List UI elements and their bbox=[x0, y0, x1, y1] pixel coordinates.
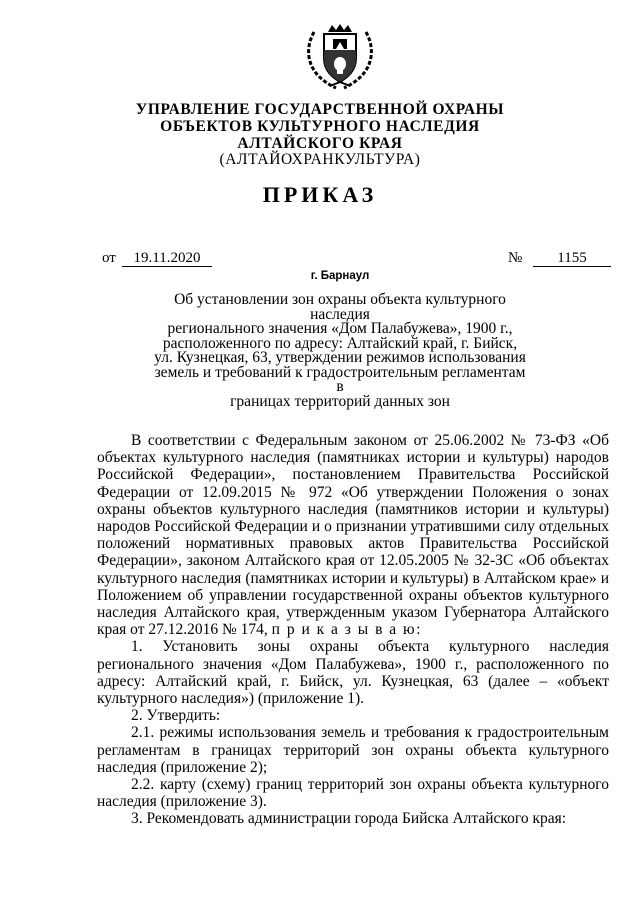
preamble-text: В соответствии с Федеральным законом от 25.06.2002 № 73-ФЗ «Об объектах культурного наследия (памятниках истории и культуры) народов Российской Федерации», постановлением Правительства Российской Федерации от 12.09.2015 № 972 «Об утверждении Положения о зонах охраны объектов культурного наследия (памятников истории и культуры) народов Российской Федерации и о признании утратившими силу отдельных положений нормативных правовых актов Правительства Российской Федерации», законом Алтайского края от 12.05.2005 № 32-ЗС «Об объектах культурного наследия (памятниках истории и культуры) в Алтайском крае» и Положением об управлении государственной охраны объектов культурного наследия Алтайского края, утвержденным указом Губернатора Алтайского края от 27.12.2016 № 174, bbox=[97, 432, 609, 639]
subject-line: земель и требований к градостроительным регламентам в bbox=[154, 363, 526, 395]
subject-line: ул. Кузнецкая, 63, утверждении режимов использования bbox=[154, 349, 526, 366]
item-1: 1. Установить зоны охраны объекта культурного наследия регионального значения «Дом Палабужева», 1900 г., расположенного по адресу: Алтайский край, г. Бийск, ул. Кузнецкая, 63 (далее – «объект культурного наследия») (приложение 1). bbox=[97, 638, 609, 708]
decree-word: п р и к а з ы в а ю: bbox=[271, 621, 422, 639]
item-2-2: 2.2. карту (схему) границ территорий зон охраны объекта культурного наследия (приложение 3). bbox=[97, 776, 609, 811]
order-date: 19.11.2020 bbox=[122, 250, 212, 267]
document-title: ПРИКАЗ bbox=[262, 182, 378, 207]
city-name: г. Барнаул bbox=[310, 270, 370, 282]
subject-line: регионального значения «Дом Палабужева», 1900 г., bbox=[167, 320, 513, 337]
subject-line: Об установлении зон охраны объекта культурного наследия bbox=[174, 291, 506, 323]
preamble-paragraph bbox=[97, 432, 609, 638]
number-prefix: № bbox=[508, 250, 523, 266]
order-number: 1155 bbox=[533, 250, 611, 267]
order-body bbox=[97, 432, 609, 828]
subject-line: расположенного по адресу: Алтайский край, г. Бийск, bbox=[162, 334, 518, 352]
order-subject bbox=[150, 293, 530, 409]
subject-line: границах территорий данных зон bbox=[230, 392, 450, 410]
organization-name-line-2: ОБЪЕКТОВ КУЛЬТУРНОГО НАСЛЕДИЯ bbox=[160, 118, 480, 135]
organization-name-line-3: АЛТАЙСКОГО КРАЯ bbox=[237, 135, 403, 152]
item-2: 2. Утвердить: bbox=[131, 707, 221, 725]
organization-short-name: (АЛТАЙОХРАНКУЛЬТУРА) bbox=[219, 151, 421, 168]
date-prefix: от bbox=[102, 250, 116, 266]
organization-name-line-1: УПРАВЛЕНИЕ ГОСУДАРСТВЕННОЙ ОХРАНЫ bbox=[135, 101, 505, 118]
item-2-1: 2.1. режимы использования земель и требования к градостроительным регламентам в границах территорий зон охраны объекта культурного наследия (приложение 2); bbox=[97, 724, 609, 776]
altai-krai-coat-of-arms-icon bbox=[300, 22, 380, 92]
item-3: 3. Рекомендовать администрации города Бийска Алтайского края: bbox=[131, 810, 567, 828]
